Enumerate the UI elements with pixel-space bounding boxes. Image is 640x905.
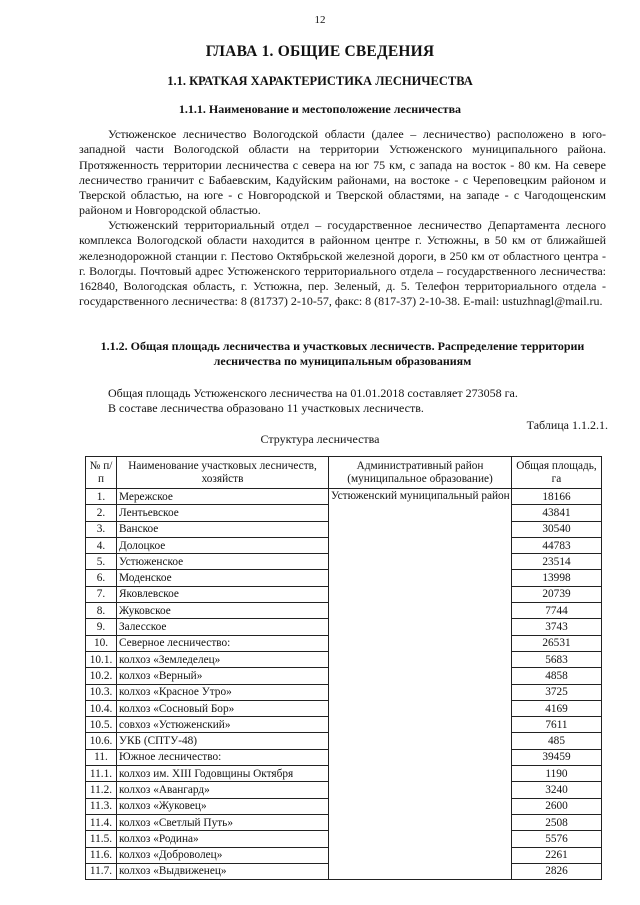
row-name: Моденское xyxy=(117,570,329,586)
row-area: 2600 xyxy=(512,798,602,814)
row-name: колхоз «Жуковец» xyxy=(117,798,329,814)
row-name: колхоз «Выдвиженец» xyxy=(117,863,329,879)
header-num: № п/п xyxy=(86,457,117,489)
row-name: колхоз «Светлый Путь» xyxy=(117,814,329,830)
row-name: колхоз «Родина» xyxy=(117,831,329,847)
row-area: 2826 xyxy=(512,863,602,879)
row-area: 26531 xyxy=(512,635,602,651)
row-number: 10.5. xyxy=(86,717,117,733)
row-number: 10.1. xyxy=(86,651,117,667)
row-number: 11.6. xyxy=(86,847,117,863)
structure-table xyxy=(85,456,602,880)
row-number: 1. xyxy=(86,489,117,505)
row-area: 18166 xyxy=(512,489,602,505)
row-area: 5576 xyxy=(512,831,602,847)
row-area: 7744 xyxy=(512,603,602,619)
row-area: 485 xyxy=(512,733,602,749)
row-area: 4169 xyxy=(512,700,602,716)
row-area: 43841 xyxy=(512,505,602,521)
row-name: Устюженское xyxy=(117,554,329,570)
row-name: Ванское xyxy=(117,521,329,537)
row-name: Яковлевское xyxy=(117,586,329,602)
row-name: Лентьевское xyxy=(117,505,329,521)
row-number: 3. xyxy=(86,521,117,537)
row-number: 11.2. xyxy=(86,782,117,798)
row-name: колхоз «Доброволец» xyxy=(117,847,329,863)
district-cell: Устюженский муниципальный район xyxy=(329,489,512,880)
table-header-row xyxy=(86,457,602,489)
chapter-title: ГЛАВА 1. ОБЩИЕ СВЕДЕНИЯ xyxy=(205,43,435,60)
row-number: 2. xyxy=(86,505,117,521)
page-number: 12 xyxy=(314,14,326,26)
row-number: 4. xyxy=(86,537,117,553)
row-name: Долоцкое xyxy=(117,537,329,553)
row-number: 11.3. xyxy=(86,798,117,814)
row-name: Южное лесничество: xyxy=(117,749,329,765)
paragraph-contacts: Устюженский территориальный отдел – государственное лесничество Департамента лесного комплекса Вологодской области находится в районном центре г. Устюжны, в 50 км от ближайшей железнодорожной станции г. Пестово Октябрьской железной дороги, в 250 км от областного центра - г. Вологды. Почтовый адрес Устюженского территориального отдела – государственного лесничества: 162840, Вологодская область, г. Устюжна, пер. Зеленый, д. 5. Телефон территориального отдела - государственного лесничества: 8 (81737) 2-10-57, факс: 8 (817-37) 2-10-38. E-mail: ustuzhnagl@mail.ru. xyxy=(79,218,606,309)
row-name: колхоз «Красное Утро» xyxy=(117,684,329,700)
row-area: 3743 xyxy=(512,619,602,635)
row-area: 2508 xyxy=(512,814,602,830)
row-number: 8. xyxy=(86,603,117,619)
row-number: 10. xyxy=(86,635,117,651)
row-area: 3725 xyxy=(512,684,602,700)
row-number: 10.3. xyxy=(86,684,117,700)
row-name: колхоз «Авангард» xyxy=(117,782,329,798)
row-number: 11.5. xyxy=(86,831,117,847)
row-number: 11. xyxy=(86,749,117,765)
row-number: 11.4. xyxy=(86,814,117,830)
table-caption: Структура лесничества xyxy=(260,432,380,446)
row-area: 30540 xyxy=(512,521,602,537)
row-area: 4858 xyxy=(512,668,602,684)
row-number: 6. xyxy=(86,570,117,586)
row-number: 9. xyxy=(86,619,117,635)
paragraph-location: Устюженское лесничество Вологодской области (далее – лесничество) расположено в юго-западной части Вологодской области на территории Устюженского муниципального района. Протяженность территории лесничества с севера на юг 75 км, с запада на восток - 80 км. На севере лесничество граничит с Бабаевским, Кадуйским районами, на востоке - с Череповецким районом и Тверской областью, на юге - с Новгородской и Тверской областями, на западе - с Чагодощенским районом и Новгородской областью. xyxy=(79,127,606,218)
row-area: 39459 xyxy=(512,749,602,765)
row-name: Северное лесничество: xyxy=(117,635,329,651)
row-number: 10.4. xyxy=(86,700,117,716)
total-area-text: Общая площадь Устюженского лесничества на 01.01.2018 составляет 273058 га. xyxy=(108,386,518,400)
header-area: Общая площадь, га xyxy=(512,457,602,489)
row-name: УКБ (СПТУ-48) xyxy=(117,733,329,749)
header-name: Наименование участковых лесничеств, хозяйств xyxy=(117,457,329,489)
district-count-text: В составе лесничества образовано 11 участковых лесничеств. xyxy=(108,401,424,415)
row-name: Залесское xyxy=(117,619,329,635)
row-area: 23514 xyxy=(512,554,602,570)
table-label: Таблица 1.1.2.1. xyxy=(526,418,608,432)
subsection-title-area: 1.1.2. Общая площадь лесничества и участковых лесничеств. Распределение территории лесничества по муниципальным образованиям xyxy=(100,339,585,368)
table-body xyxy=(86,489,602,880)
row-area: 3240 xyxy=(512,782,602,798)
row-area: 13998 xyxy=(512,570,602,586)
row-area: 7611 xyxy=(512,717,602,733)
header-district: Административный район (муниципальное образование) xyxy=(329,457,512,489)
row-area: 20739 xyxy=(512,586,602,602)
row-name: колхоз «Верный» xyxy=(117,668,329,684)
row-area: 2261 xyxy=(512,847,602,863)
table-row xyxy=(86,489,602,505)
row-name: совхоз «Устюженский» xyxy=(117,717,329,733)
row-area: 5683 xyxy=(512,651,602,667)
subsection-title-location: 1.1.1. Наименование и местоположение лесничества xyxy=(178,102,462,116)
row-name: колхоз им. XIII Годовщины Октября xyxy=(117,766,329,782)
row-number: 5. xyxy=(86,554,117,570)
row-name: колхоз «Сосновый Бор» xyxy=(117,700,329,716)
row-number: 11.7. xyxy=(86,863,117,879)
row-area: 44783 xyxy=(512,537,602,553)
row-name: Жуковское xyxy=(117,603,329,619)
row-number: 7. xyxy=(86,586,117,602)
row-number: 11.1. xyxy=(86,766,117,782)
row-name: колхоз «Земледелец» xyxy=(117,651,329,667)
row-number: 10.6. xyxy=(86,733,117,749)
section-title: 1.1. КРАТКАЯ ХАРАКТЕРИСТИКА ЛЕСНИЧЕСТВА xyxy=(167,74,473,88)
row-name: Мережское xyxy=(117,489,329,505)
row-number: 10.2. xyxy=(86,668,117,684)
row-area: 1190 xyxy=(512,766,602,782)
